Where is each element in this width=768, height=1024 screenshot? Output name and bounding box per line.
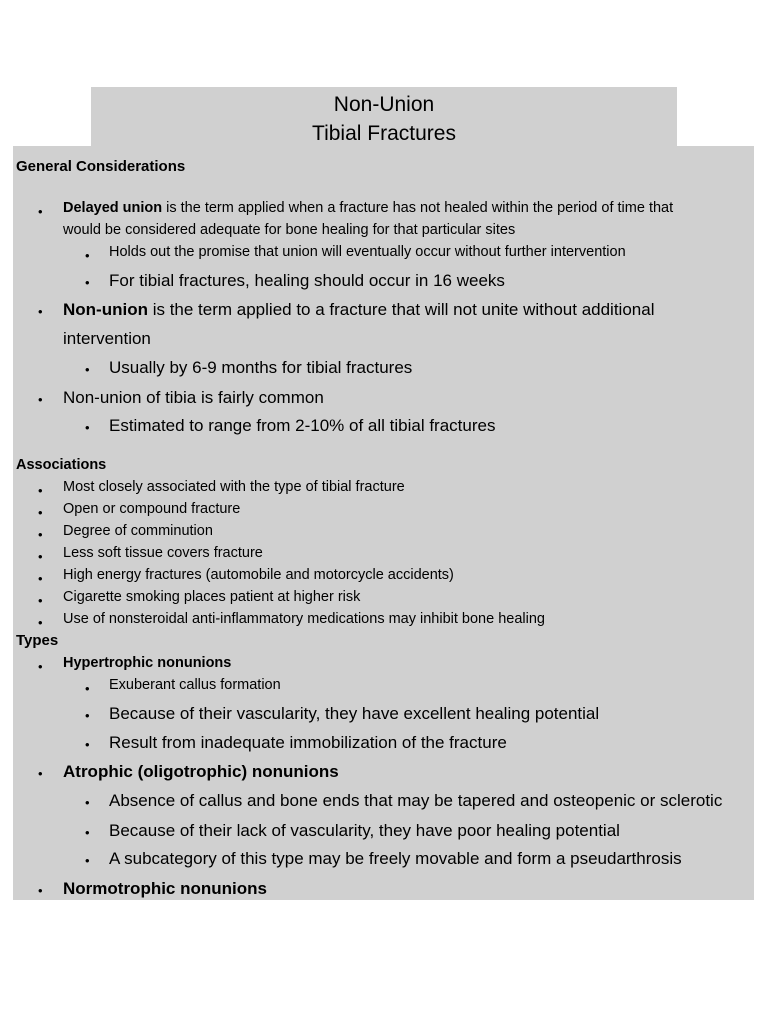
non-union-item bbox=[63, 300, 654, 320]
non-union-continuation: intervention bbox=[63, 329, 151, 348]
hypertrophic-sub: • Result from inadequate immobilization of the fracture bbox=[109, 733, 507, 753]
normotrophic-item bbox=[63, 879, 267, 899]
hypertrophic-sub: • Exuberant callus formation bbox=[109, 677, 281, 693]
non-union-definition: is the term applied to a fracture that will not unite without additional bbox=[147, 300, 655, 319]
hypertrophic-sub: • Because of their vascularity, they have excellent healing potential bbox=[109, 704, 599, 724]
delayed-union-continuation: would be considered adequate for bone healing for that particular sites bbox=[63, 222, 516, 238]
tibia-common-item: • Non-union of tibia is fairly common bbox=[63, 388, 324, 408]
non-union-term: Non-union bbox=[63, 300, 148, 319]
content-box bbox=[13, 146, 754, 900]
general-considerations-heading: General Considerations bbox=[16, 158, 186, 175]
association-item: • Open or compound fracture bbox=[63, 501, 240, 517]
association-item: • Cigarette smoking places patient at higher risk bbox=[63, 589, 360, 605]
non-union-sub-1: • Usually by 6-9 months for tibial fractures bbox=[109, 358, 412, 378]
delayed-union-sub-2: • For tibial fractures, healing should occur in 16 weeks bbox=[109, 271, 505, 291]
associations-heading: Associations bbox=[16, 457, 107, 473]
tibia-common-sub-1: • Estimated to range from 2-10% of all tibial fractures bbox=[109, 416, 495, 436]
delayed-union-item bbox=[63, 200, 673, 216]
association-item: • Less soft tissue covers fracture bbox=[63, 545, 263, 561]
atrophic-sub: • Absence of callus and bone ends that may be tapered and osteopenic or sclerotic bbox=[109, 791, 722, 811]
title-line-1: Non-Union bbox=[333, 93, 435, 116]
atrophic-sub: • Because of their lack of vascularity, they have poor healing potential bbox=[109, 821, 620, 841]
hypertrophic-item bbox=[63, 655, 231, 671]
association-item: • Use of nonsteroidal anti-inflammatory medications may inhibit bone healing bbox=[63, 611, 545, 627]
title-box bbox=[91, 87, 677, 146]
normotrophic-label: Normotrophic nonunions bbox=[63, 879, 267, 898]
atrophic-item bbox=[63, 762, 339, 782]
association-item: • High energy fractures (automobile and motorcycle accidents) bbox=[63, 567, 454, 583]
association-item: • Degree of comminution bbox=[63, 523, 213, 539]
delayed-union-sub-1: • Holds out the promise that union will eventually occur without further intervention bbox=[109, 244, 626, 260]
delayed-union-term: Delayed union bbox=[63, 200, 163, 216]
atrophic-label: Atrophic (oligotrophic) nonunions bbox=[63, 762, 339, 781]
title-line-2: Tibial Fractures bbox=[312, 122, 456, 145]
association-item: • Most closely associated with the type of tibial fracture bbox=[63, 479, 405, 495]
types-heading: Types bbox=[16, 632, 59, 649]
delayed-union-definition: is the term applied when a fracture has not healed within the period of time that bbox=[162, 200, 674, 216]
hypertrophic-label: Hypertrophic nonunions bbox=[63, 655, 232, 671]
atrophic-sub: • A subcategory of this type may be freely movable and form a pseudarthrosis bbox=[109, 849, 682, 869]
